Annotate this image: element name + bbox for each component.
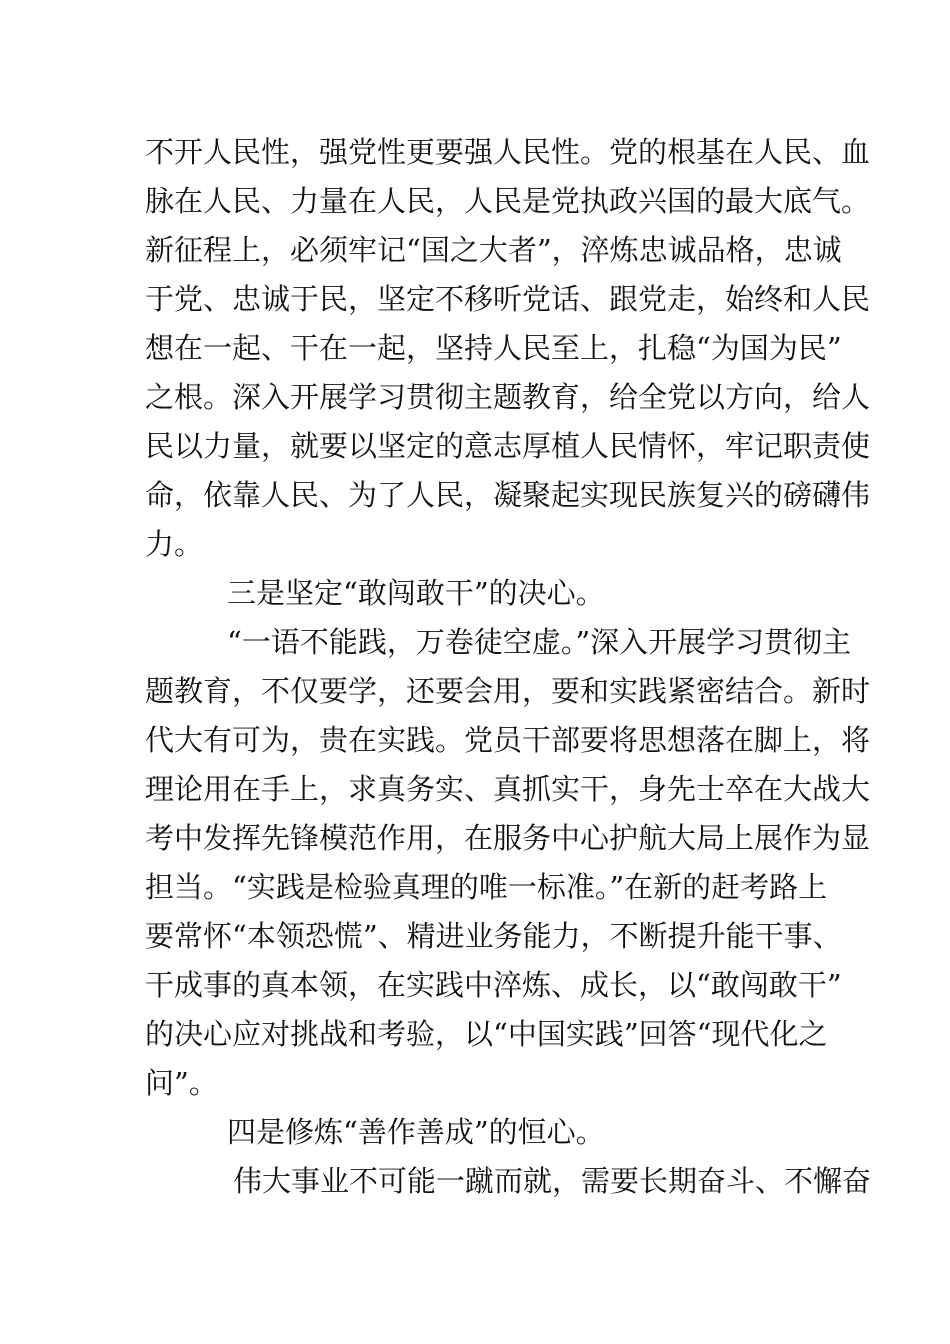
text-line: 想在一起、干在一起，坚持人民至上，扎稳“为国为民” — [145, 331, 842, 365]
text-line: 民以力量，就要以坚定的意志厚植人民情怀，牢记职责使 — [145, 429, 871, 463]
text-line: 的决心应对挑战和考验，以“中国实践”回答“现代化之 — [145, 1017, 828, 1051]
text-line: 力。 — [145, 527, 204, 561]
text-line: 要常怀“本领恐慌”、精进业务能力，不断提升能干事、 — [145, 919, 842, 953]
text-line: 干成事的真本领，在实践中淬炼、成长，以“敢闯敢干” — [145, 968, 842, 1002]
text-line: 理论用在手上，求真务实、真抓实干，身先士卒在大战大 — [145, 772, 871, 806]
text-line: 问”。 — [145, 1066, 218, 1100]
text-line: 脉在人民、力量在人民，人民是党执政兴国的最大底气。 — [145, 184, 871, 218]
text-line: 于党、忠诚于民，坚定不移听党话、跟党走，始终和人民 — [145, 282, 871, 316]
text-line: 命，依靠人民、为了人民，凝聚起实现民族复兴的磅礴伟 — [145, 478, 871, 512]
text-line: 题教育，不仅要学，还要会用，要和实践紧密结合。新时 — [145, 674, 871, 708]
section-heading: 四是修炼“善作善成”的恒心。 — [227, 1115, 605, 1149]
document-page — [145, 128, 872, 1206]
text-line: “一语不能践，万卷徒空虚。”深入开展学习贯彻主 — [227, 625, 852, 659]
text-line: 新征程上，必须牢记“国之大者”，淬炼忠诚品格，忠诚 — [145, 233, 842, 267]
text-line: 伟大事业不可能一蹴而就，需要长期奋斗、不懈奋 — [233, 1164, 872, 1198]
text-line: 不开人民性，强党性更要强人民性。党的根基在人民、血 — [145, 135, 871, 169]
text-line: 之根。深入开展学习贯彻主题教育，给全党以方向，给人 — [145, 380, 871, 414]
section-heading: 三是坚定“敢闯敢干”的决心。 — [227, 576, 605, 610]
text-line: 代大有可为，贵在实践。党员干部要将思想落在脚上，将 — [145, 723, 871, 757]
text-line: 考中发挥先锋模范作用，在服务中心护航大局上展作为显 — [145, 821, 871, 855]
text-line: 担当。“实践是检验真理的唯一标准。”在新的赶考路上 — [145, 870, 828, 904]
